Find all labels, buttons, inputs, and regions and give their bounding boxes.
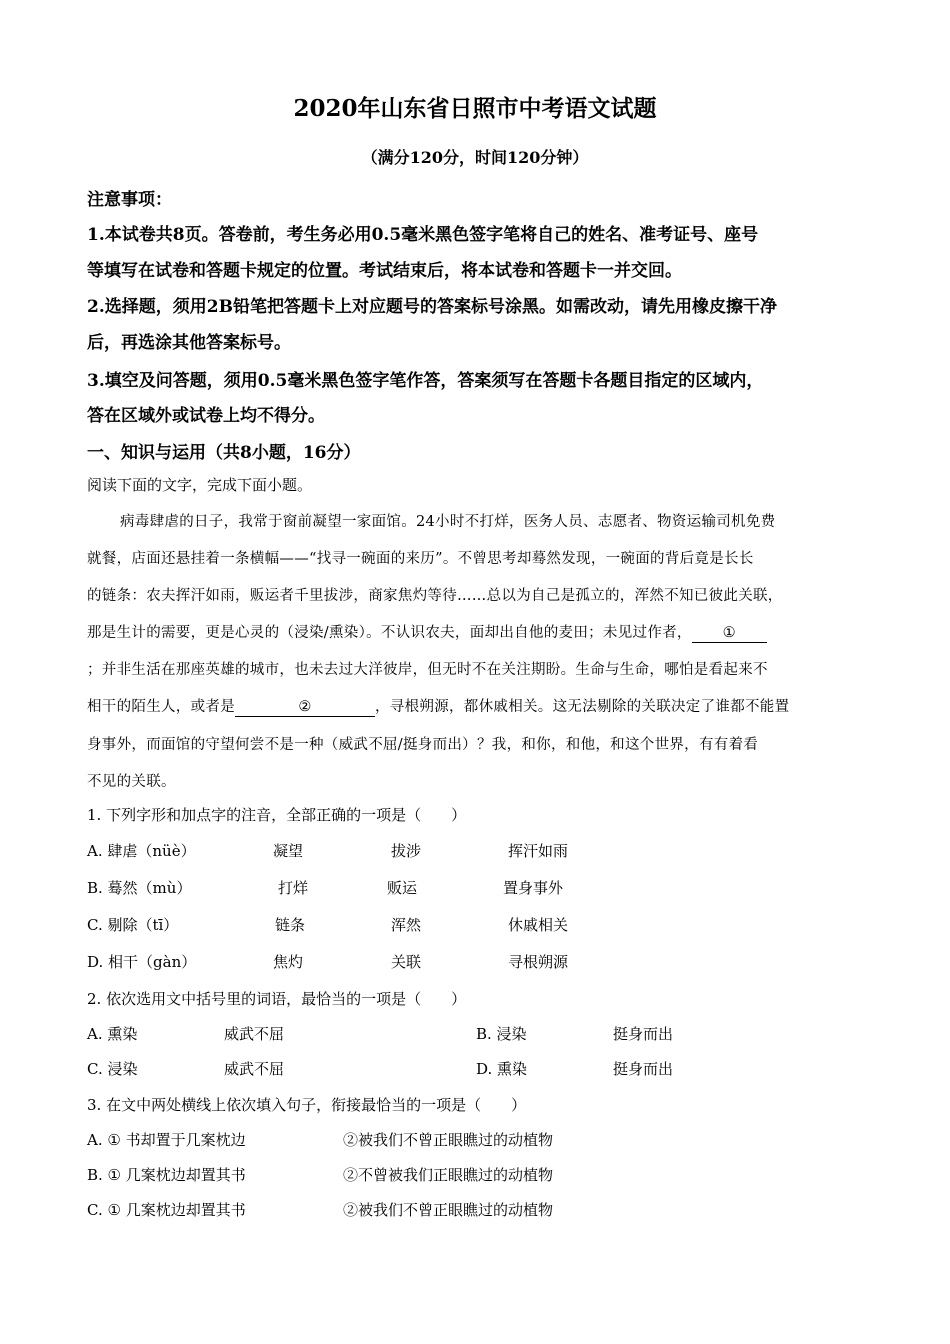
q1-option-a-word: 挥汗如雨 [508,842,569,860]
notice-line: 后，再选涂其他答案标号。 [87,333,291,353]
q1-option-a-word: 拔涉 [391,842,422,860]
passage-line: 不见的关联。 [87,774,176,790]
q2-option-b-word: 挺身而出 [613,1025,674,1043]
q1-option-a-label: A. 肆虐（nüè） [87,842,196,860]
notice-line: 等填写在试卷和答题卡规定的位置。考试结束后，将本试卷和答题卡一并交回。 [87,261,682,281]
q1-option-b-word: 打烊 [278,879,309,897]
q2-option-a-word: 威武不屈 [224,1025,285,1043]
q3-option-a: A. ① 书却置于几案枕边 [87,1131,246,1149]
q1-option-d-word: 寻根朔源 [508,953,569,971]
q1-option-b-word: 置身事外 [503,879,564,897]
q2-option-c-word: 威武不屈 [224,1060,285,1078]
passage-line: 病毒肆虐的日子，我常于窗前凝望一家面馆。24小时不打烊，医务人员、志愿者、物资运输司机免费 [120,514,776,530]
question-1-stem: 1. 下列字形和加点字的注音，全部正确的一项是（ ） [87,806,467,824]
q1-option-c-word: 链条 [275,916,306,934]
exam-subtitle: （满分120分，时间120分钟） [361,148,589,167]
q2-option-a: A. 熏染 [87,1025,138,1043]
notice-line: 2.选择题，须用2B铅笔把答题卡上对应题号的答案标号涂黑。如需改动，请先用橡皮擦干净 [87,297,777,317]
notice-heading: 注意事项： [87,190,172,210]
question-3-stem: 3. 在文中两处横线上依次填入句子，衔接最恰当的一项是（ ） [87,1096,527,1114]
q1-option-b-word: 贩运 [387,879,418,897]
q3-option-a-second: ②被我们不曾正眼瞧过的动植物 [343,1131,554,1149]
passage-text: ，寻根朔源，都休戚相关。这无法剔除的关联决定了谁都不能置 [375,699,790,715]
section-heading: 一、知识与运用（共8小题，16分） [87,443,361,463]
q1-option-c-word: 休戚相关 [508,916,569,934]
section-instruction: 阅读下面的文字，完成下面小题。 [87,476,313,494]
q1-option-a-word: 凝望 [273,842,304,860]
passage-line: 就餐，店面还悬挂着一条横幅——“找寻一碗面的来历”。不曾思考却蓦然发现，一碗面的背后竟是长长 [87,551,754,567]
blank-1: ① [692,626,767,643]
passage-line [87,621,767,643]
q1-option-c-word: 浑然 [391,916,422,934]
passage-text: 那是生计的需要，更是心灵的（浸染/熏染）。不认识农夫，面却出自他的麦田；未见过作者， [87,625,692,641]
q2-option-b: B. 浸染 [476,1025,527,1043]
passage-line: 身事外，而面馆的守望何尝不是一种（威武不屈/挺身而出）？我，和你，和他，和这个世界，有有着看 [87,737,759,753]
q2-option-c: C. 浸染 [87,1060,138,1078]
q1-option-c-label: C. 剔除（tī） [87,916,179,934]
q3-option-c: C. ① 几案枕边却置其书 [87,1201,246,1219]
q3-option-b: B. ① 几案枕边却置其书 [87,1166,246,1184]
exam-title: 2020年山东省日照市中考语文试题 [293,95,657,122]
q1-option-d-word: 焦灼 [273,953,304,971]
question-2-stem: 2. 依次选用文中括号里的词语，最恰当的一项是（ ） [87,990,467,1008]
notice-line: 1.本试卷共8页。答卷前，考生务必用0.5毫米黑色签字笔将自己的姓名、准考证号、座号 [87,225,759,245]
q3-option-b-second: ②不曾被我们正眼瞧过的动植物 [343,1166,554,1184]
q2-option-d: D. 熏染 [476,1060,528,1078]
notice-line: 3.填空及问答题，须用0.5毫米黑色签字笔作答，答案须写在答题卡各题目指定的区域内， [87,371,764,391]
passage-text: 相干的陌生人，或者是 [87,699,235,715]
blank-2: ② [235,700,375,717]
passage-line: ；并非生活在那座英雄的城市，也未去过大洋彼岸，但无时不在关注期盼。生命与生命，哪怕是看起来不 [87,662,768,678]
q1-option-b-label: B. 蓦然（mù） [87,879,192,897]
passage-line [87,695,789,717]
notice-line: 答在区域外或试卷上均不得分。 [87,406,325,426]
q2-option-d-word: 挺身而出 [613,1060,674,1078]
q3-option-c-second: ②被我们不曾正眼瞧过的动植物 [343,1201,554,1219]
passage-line: 的链条：农夫挥汗如雨，贩运者千里拔涉，商家焦灼等待……总以为自己是孤立的，浑然不知已彼此关联， [87,588,783,604]
q1-option-d-word: 关联 [391,953,422,971]
q1-option-d-label: D. 相干（gàn） [87,953,197,971]
